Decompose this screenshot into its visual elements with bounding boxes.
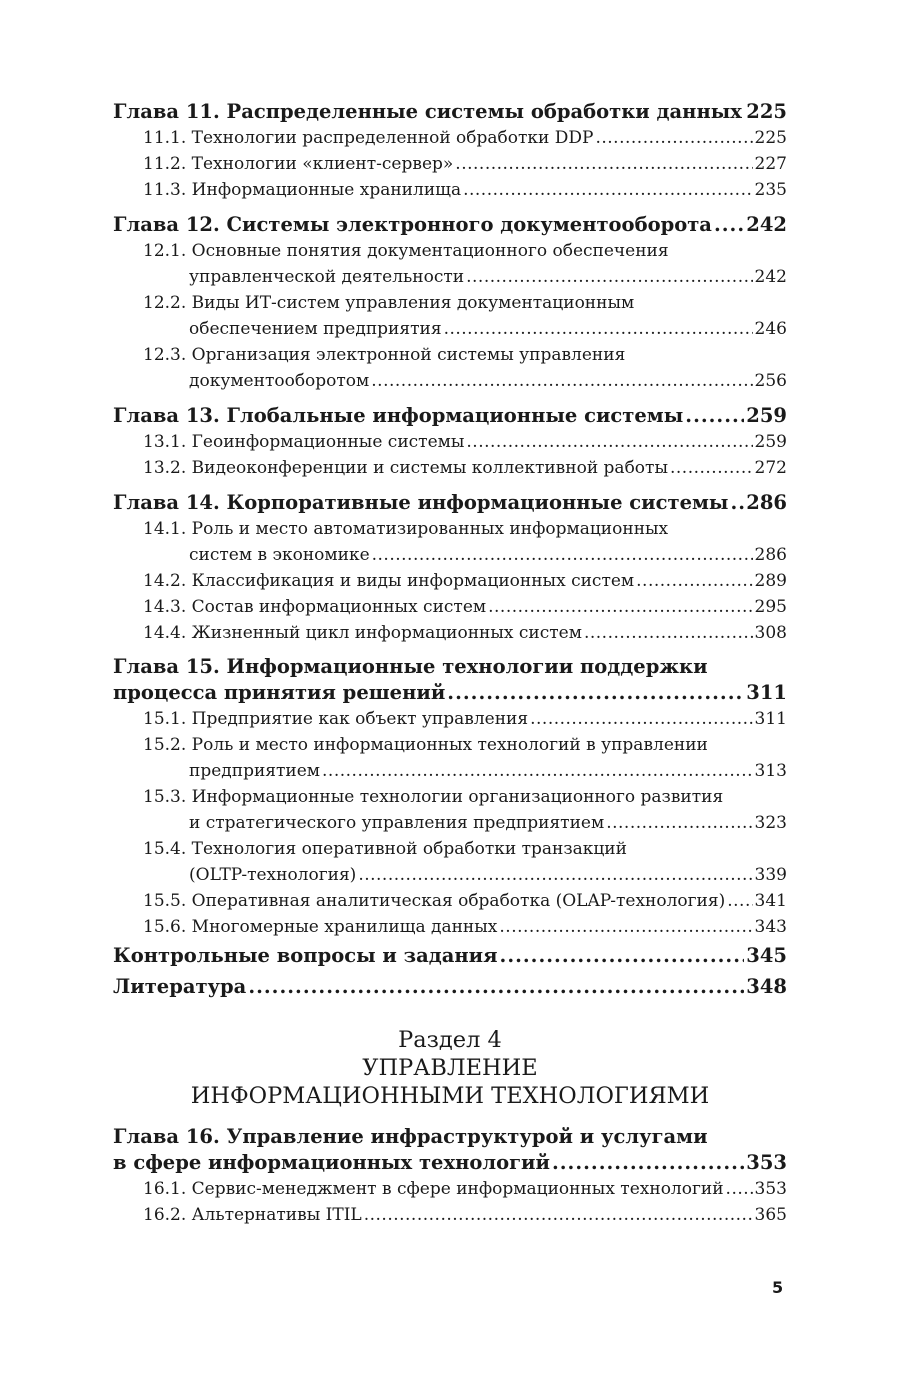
- dot-leader: [322, 758, 753, 784]
- toc-chapter-16-line1[interactable]: Глава 16. Управление инфраструктурой и услугами: [113, 1125, 708, 1148]
- toc-entry-label: 16.1. Сервис-менеджмент в сфере информационных технологий: [143, 1179, 724, 1199]
- toc-page-number: 313: [754, 761, 787, 781]
- toc-entry-label: 11.1. Технологии распределенной обработки DDP: [143, 128, 594, 148]
- toc-literature[interactable]: [113, 973, 787, 1000]
- toc-page-number: 242: [746, 213, 787, 236]
- dot-leader: [447, 679, 744, 706]
- section-number: Раздел 4: [398, 1027, 502, 1053]
- toc-entry-label: и стратегического управления предприятием: [189, 813, 605, 833]
- toc-page-number: 353: [746, 1151, 787, 1174]
- toc-chapter-15[interactable]: [113, 679, 787, 706]
- toc-entry-label: Глава 14. Корпоративные информационные системы: [113, 491, 729, 514]
- toc-entry-label: предприятием: [189, 761, 321, 781]
- toc-page-number: 235: [754, 180, 787, 200]
- toc-entry-label: 13.2. Видеоконференции и системы коллективной работы: [143, 458, 668, 478]
- toc-section-15-4[interactable]: [113, 862, 787, 888]
- toc-section-16-2[interactable]: [113, 1202, 787, 1228]
- dot-leader: [606, 810, 752, 836]
- dot-leader: [466, 429, 752, 455]
- toc-section-14-3[interactable]: [113, 594, 787, 620]
- page-number: 5: [772, 1278, 784, 1297]
- dot-leader: [530, 706, 752, 732]
- dot-leader: [685, 402, 744, 429]
- toc-section-12-1[interactable]: [113, 264, 787, 290]
- dot-leader: [463, 177, 752, 203]
- toc-section-12-3[interactable]: [113, 368, 787, 394]
- dot-leader: [455, 151, 752, 177]
- toc-section-12-3-line1[interactable]: 12.3. Организация электронной системы управления: [143, 345, 626, 365]
- dot-leader: [371, 368, 752, 394]
- toc-page-number: 365: [754, 1205, 787, 1225]
- toc-section-14-1[interactable]: [113, 542, 787, 568]
- toc-page-number: 353: [754, 1179, 787, 1199]
- section-title-line1: УПРАВЛЕНИЕ: [362, 1055, 538, 1081]
- toc-entry-label: 14.4. Жизненный цикл информационных систем: [143, 623, 582, 643]
- toc-entry-label: 11.3. Информационные хранилища: [143, 180, 462, 200]
- toc-section-14-4[interactable]: [113, 620, 787, 646]
- toc-section-12-2-line1[interactable]: 12.2. Виды ИТ-систем управления документационным: [143, 293, 635, 313]
- dot-leader: [584, 620, 753, 646]
- toc-section-14-1-line1[interactable]: 14.1. Роль и место автоматизированных информационных: [143, 519, 669, 539]
- toc-page-number: 311: [746, 681, 787, 704]
- dot-leader: [670, 455, 753, 481]
- toc-section-11-3[interactable]: [113, 177, 787, 203]
- toc-page-number: 246: [754, 319, 787, 339]
- toc-page-number: 286: [746, 491, 787, 514]
- toc-section-15-3[interactable]: [113, 810, 787, 836]
- toc-page-number: 323: [754, 813, 787, 833]
- dot-leader: [364, 1202, 753, 1228]
- toc-entry-label: Глава 11. Распределенные системы обработки данных: [113, 100, 742, 123]
- toc-entry-label: Глава 13. Глобальные информационные системы: [113, 404, 684, 427]
- section-heading: [113, 1026, 787, 1110]
- toc-entry-label: 15.6. Многомерные хранилища данных: [143, 917, 498, 937]
- toc-page-number: 225: [754, 128, 787, 148]
- toc-page-number: 295: [754, 597, 787, 617]
- dot-leader: [727, 888, 752, 914]
- toc-entry-label: Литература: [113, 975, 247, 998]
- section-title-line2: ИНФОРМАЦИОННЫМИ ТЕХНОЛОГИЯМИ: [190, 1083, 710, 1109]
- toc-entry-label: документооборотом: [189, 371, 370, 391]
- toc-entry-label: в сфере информационных технологий: [113, 1151, 550, 1174]
- toc-entry-label: 11.2. Технологии «клиент-сервер»: [143, 154, 454, 174]
- toc-questions[interactable]: [113, 942, 787, 969]
- toc-page-number: 259: [754, 432, 787, 452]
- toc-section-15-2[interactable]: [113, 758, 787, 784]
- toc-entry-label: 14.3. Состав информационных систем: [143, 597, 487, 617]
- toc-section-12-2[interactable]: [113, 316, 787, 342]
- toc-page-number: 256: [754, 371, 787, 391]
- toc-page-number: 308: [754, 623, 787, 643]
- dot-leader: [595, 125, 752, 151]
- toc-page-number: 345: [746, 944, 787, 967]
- toc-section-15-5[interactable]: [113, 888, 787, 914]
- toc-entry-label: систем в экономике: [189, 545, 370, 565]
- toc-section-15-6[interactable]: [113, 914, 787, 940]
- toc-page-number: 227: [754, 154, 787, 174]
- toc-entry-label: 15.1. Предприятие как объект управления: [143, 709, 529, 729]
- toc-chapter-13[interactable]: [113, 402, 787, 429]
- toc-page-number: 311: [754, 709, 787, 729]
- toc-page-number: 242: [754, 267, 787, 287]
- toc-entry-label: 16.2. Альтернативы ITIL: [143, 1205, 362, 1225]
- toc-section-14-2[interactable]: [113, 568, 787, 594]
- toc-page-number: 341: [754, 891, 787, 911]
- toc-section-13-2[interactable]: [113, 455, 787, 481]
- dot-leader: [372, 542, 753, 568]
- toc-page-number: 259: [746, 404, 787, 427]
- toc-page-number: 339: [754, 865, 787, 885]
- dot-leader: [636, 568, 752, 594]
- toc-section-12-1-line1[interactable]: 12.1. Основные понятия документационного обеспечения: [143, 241, 669, 261]
- dot-leader: [488, 594, 752, 620]
- dot-leader: [444, 316, 753, 342]
- toc-page-number: 286: [754, 545, 787, 565]
- toc-entry-label: 13.1. Геоинформационные системы: [143, 432, 465, 452]
- toc-entry-label: (OLTP-технология): [189, 865, 357, 885]
- toc-section-15-4-line1[interactable]: 15.4. Технология оперативной обработки транзакций: [143, 839, 627, 859]
- toc-page-number: 348: [746, 975, 787, 998]
- dot-leader: [499, 914, 752, 940]
- toc-entry-label: управленческой деятельности: [189, 267, 465, 287]
- toc-entry-label: обеспечением предприятия: [189, 319, 442, 339]
- toc-chapter-14[interactable]: [113, 489, 787, 516]
- dot-leader: [726, 1176, 753, 1202]
- toc-section-11-1[interactable]: [113, 125, 787, 151]
- toc-section-11-2[interactable]: [113, 151, 787, 177]
- dot-leader: [358, 862, 752, 888]
- toc-chapter-11[interactable]: [113, 98, 787, 125]
- toc-entry-label: процесса принятия решений: [113, 681, 446, 704]
- toc-chapter-12[interactable]: [113, 211, 787, 238]
- toc-section-15-2-line1[interactable]: 15.2. Роль и место информационных технологий в управлении: [143, 735, 708, 755]
- dot-leader: [714, 211, 744, 238]
- toc-chapter-16[interactable]: [113, 1149, 787, 1176]
- toc-entry-label: Контрольные вопросы и задания: [113, 944, 498, 967]
- dot-leader: [248, 973, 744, 1000]
- toc-entry-label: 15.5. Оперативная аналитическая обработка (OLAP-технология): [143, 891, 726, 911]
- toc-section-16-1[interactable]: [113, 1176, 787, 1202]
- toc-entry-label: Глава 12. Системы электронного документооборота: [113, 213, 712, 236]
- dot-leader: [466, 264, 752, 290]
- toc-section-15-3-line1[interactable]: 15.3. Информационные технологии организационного развития: [143, 787, 724, 807]
- dot-leader: [500, 942, 745, 969]
- toc-chapter-15-line1[interactable]: Глава 15. Информационные технологии поддержки: [113, 655, 708, 678]
- toc-section-13-1[interactable]: [113, 429, 787, 455]
- toc-page-number: 225: [746, 100, 787, 123]
- toc-page-number: 272: [754, 458, 787, 478]
- toc-section-15-1[interactable]: [113, 706, 787, 732]
- dot-leader: [730, 489, 744, 516]
- toc-page-number: 343: [754, 917, 787, 937]
- toc-entry-label: 14.2. Классификация и виды информационных систем: [143, 571, 635, 591]
- dot-leader: [552, 1149, 744, 1176]
- toc-page-number: 289: [754, 571, 787, 591]
- table-of-contents: [113, 98, 787, 1228]
